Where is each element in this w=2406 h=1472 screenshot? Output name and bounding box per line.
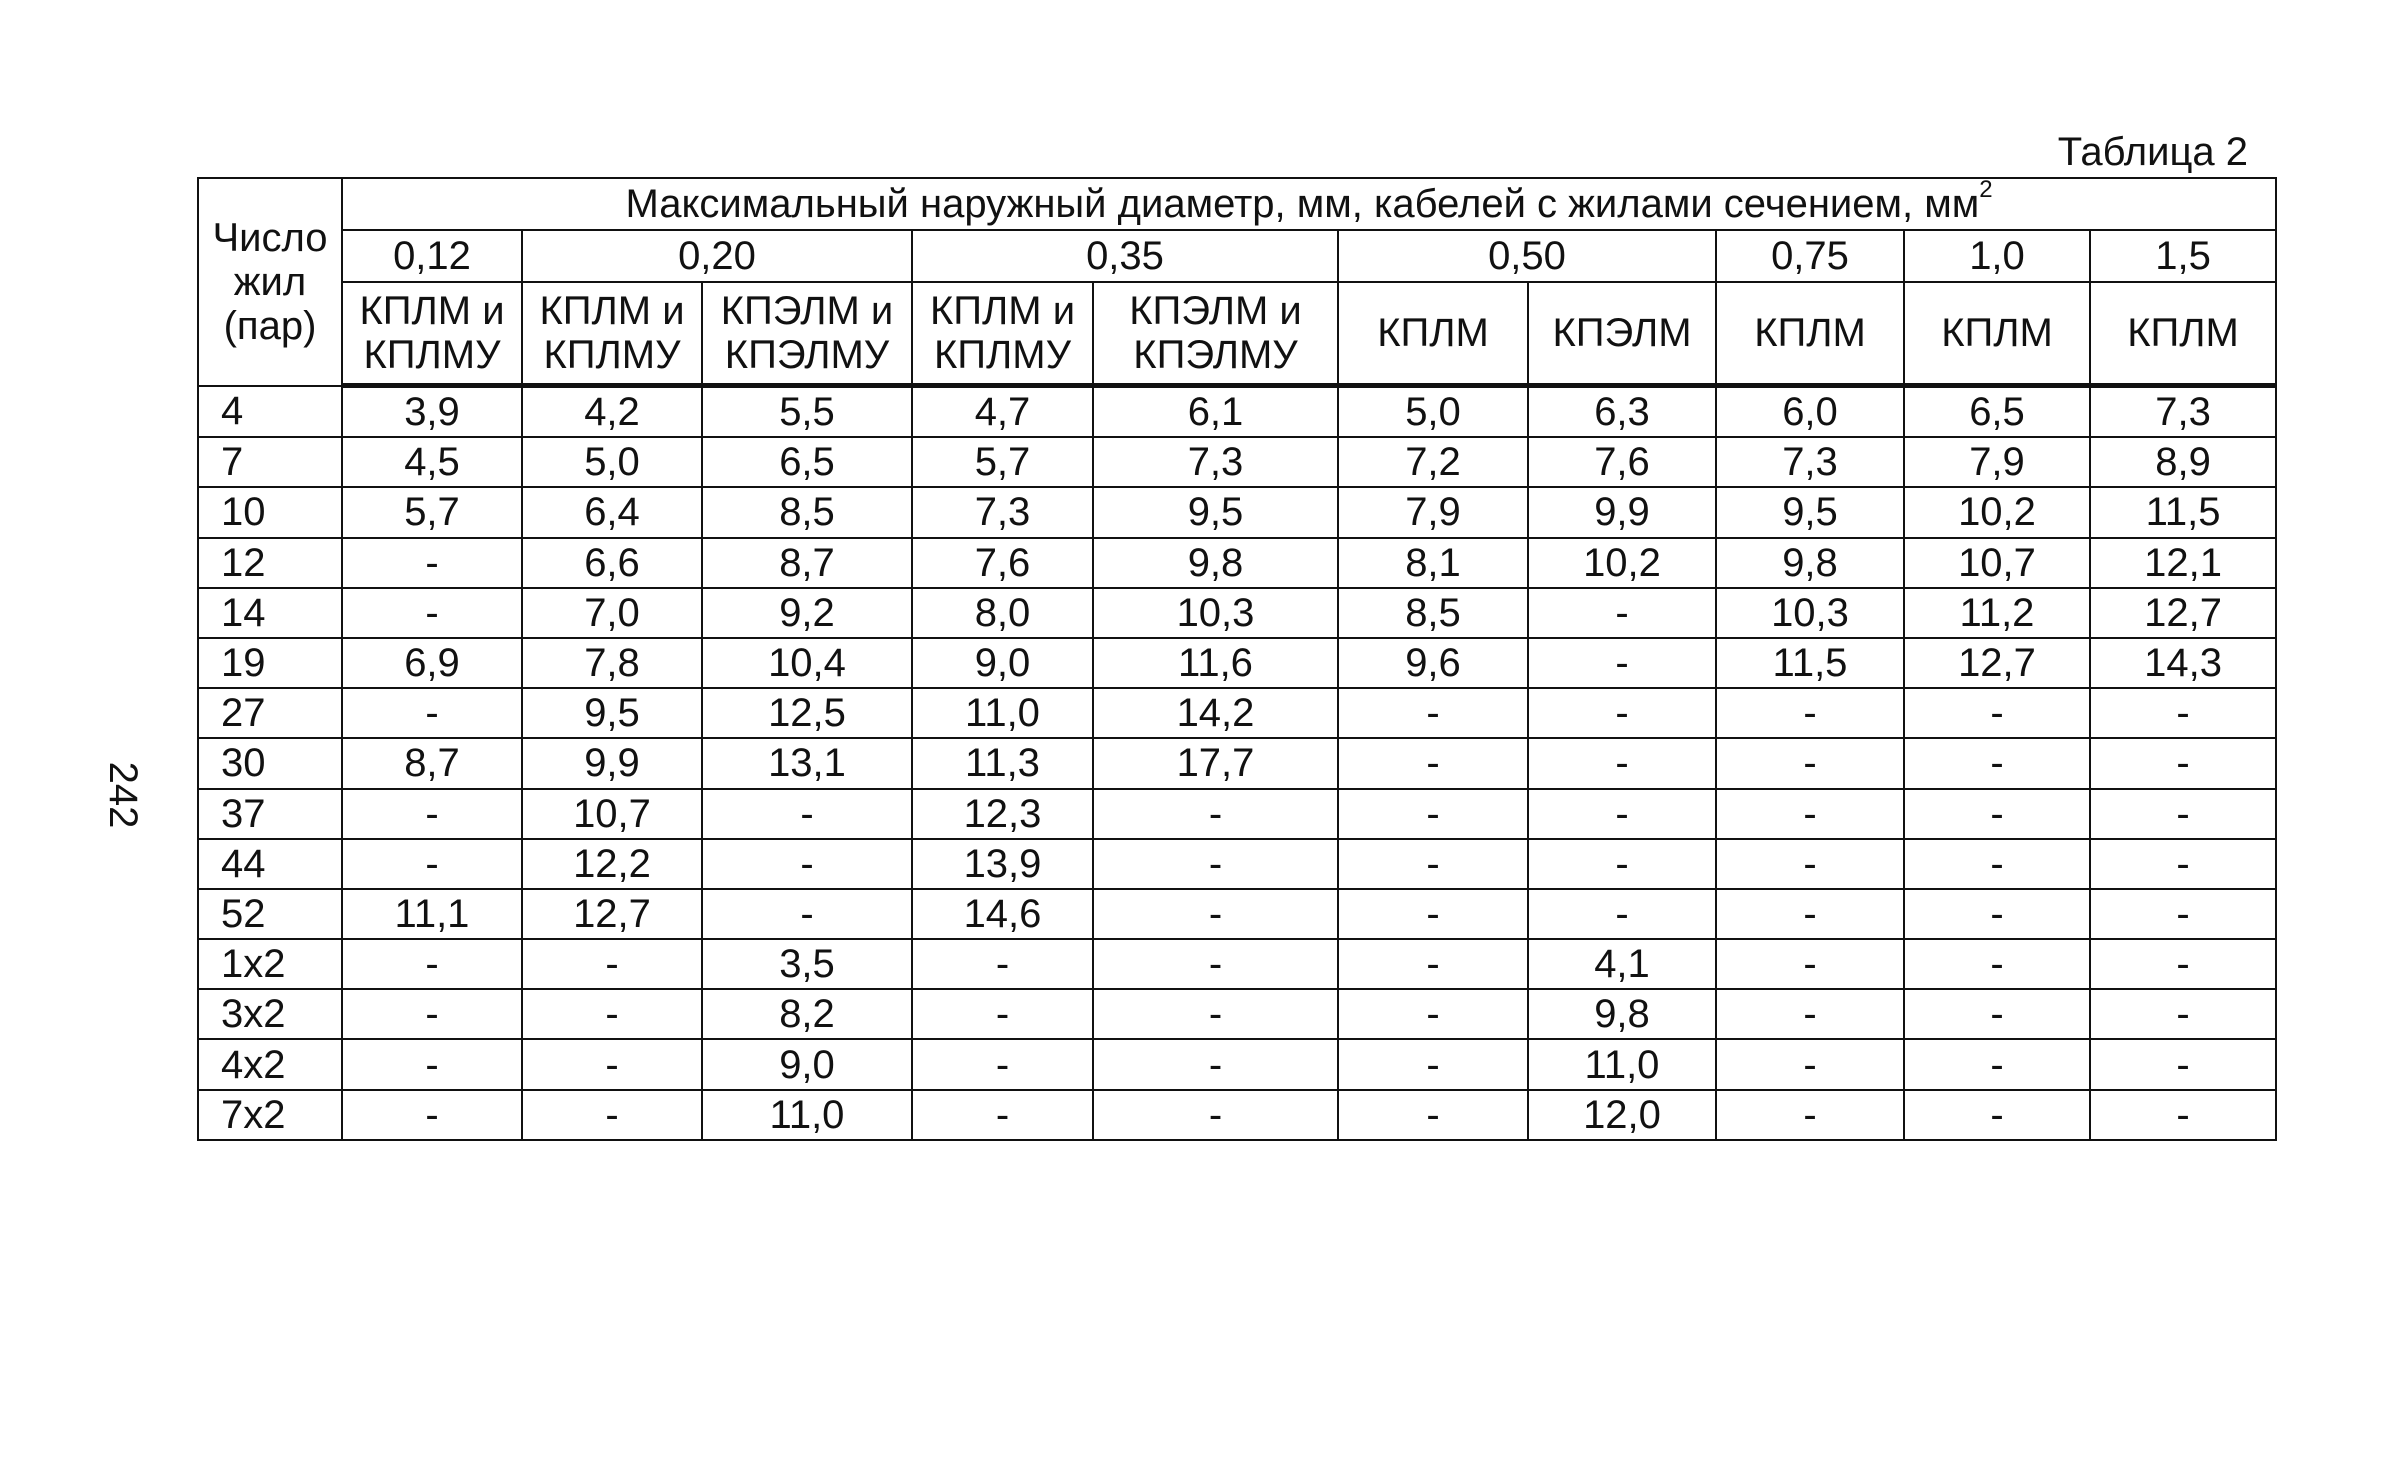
table-body	[198, 386, 2276, 1140]
table-cell: -	[1904, 939, 2090, 989]
table-cell: 17,7	[1093, 738, 1338, 788]
section-header-cell: 0,35	[912, 230, 1338, 282]
table-cell: -	[1528, 789, 1716, 839]
row-label-cell: 4x2	[198, 1039, 342, 1089]
table-cell: -	[1716, 1039, 1904, 1089]
table-cell: 9,8	[1528, 989, 1716, 1039]
table-cell: -	[2090, 688, 2276, 738]
table-cell: -	[1716, 1090, 1904, 1140]
table-cell: 9,0	[702, 1039, 912, 1089]
table-cell: 6,6	[522, 538, 702, 588]
table-cell: -	[1904, 839, 2090, 889]
cable-type-header-cell	[1904, 282, 2090, 386]
table-cell: 3,9	[342, 386, 522, 438]
table-cell: -	[1904, 889, 2090, 939]
row-label-cell: 52	[198, 889, 342, 939]
table-cell: 12,0	[1528, 1090, 1716, 1140]
table-row	[198, 588, 2276, 638]
row-label-cell: 27	[198, 688, 342, 738]
table-cell: -	[1904, 738, 2090, 788]
table-cell: -	[1338, 789, 1528, 839]
table-cell: 10,2	[1528, 538, 1716, 588]
table-cell: -	[1904, 1039, 2090, 1089]
row-label-cell: 14	[198, 588, 342, 638]
table-cell: -	[342, 538, 522, 588]
stub-header-cell	[198, 178, 342, 386]
table-cell: 14,2	[1093, 688, 1338, 738]
row-label-cell: 3x2	[198, 989, 342, 1039]
table-cell: -	[342, 688, 522, 738]
table-cell: 8,7	[702, 538, 912, 588]
table-cell: -	[912, 989, 1093, 1039]
table-cell: -	[1093, 1039, 1338, 1089]
table-cell: 12,7	[1904, 638, 2090, 688]
cable-type-header-cell	[1716, 282, 1904, 386]
cable-type-header-cell	[1528, 282, 1716, 386]
section-header-cell: 0,12	[342, 230, 522, 282]
table-cell: 10,4	[702, 638, 912, 688]
table-cell: 7,3	[2090, 386, 2276, 438]
table-cell: -	[1093, 839, 1338, 889]
table-cell: -	[342, 989, 522, 1039]
table-cell: 9,8	[1093, 538, 1338, 588]
cable-type-header-cell	[912, 282, 1093, 386]
cable-type-label: КПЛМ и	[929, 289, 1076, 333]
table-cell: 11,2	[1904, 588, 2090, 638]
row-label-cell: 37	[198, 789, 342, 839]
table-cell: 10,3	[1716, 588, 1904, 638]
table-cell: 13,9	[912, 839, 1093, 889]
table-row	[198, 688, 2276, 738]
table-cell: 8,0	[912, 588, 1093, 638]
table-cell: 11,3	[912, 738, 1093, 788]
table-cell: -	[1528, 638, 1716, 688]
table-cell: 5,5	[702, 386, 912, 438]
table-cell: 9,2	[702, 588, 912, 638]
cable-type-label: КПЛМУ	[933, 333, 1072, 377]
table-cell: 7,0	[522, 588, 702, 638]
cable-type-header-cell	[702, 282, 912, 386]
cable-type-label: КПЛМ	[2127, 311, 2239, 355]
table-cell: 6,5	[702, 437, 912, 487]
cable-type-label: КПЛМ	[1377, 311, 1489, 355]
table-cell: 8,5	[702, 487, 912, 537]
row-label-cell: 30	[198, 738, 342, 788]
table-cell: 12,7	[522, 889, 702, 939]
section-header-cell: 0,50	[1338, 230, 1716, 282]
table-cell: 11,6	[1093, 638, 1338, 688]
table-cell: -	[1716, 789, 1904, 839]
row-label-cell: 12	[198, 538, 342, 588]
section-header-cell: 1,5	[2090, 230, 2276, 282]
table-cell: -	[1338, 688, 1528, 738]
cable-type-label: КПЭЛМ и	[720, 289, 894, 333]
table-row	[198, 437, 2276, 487]
cable-type-header-cell	[1093, 282, 1338, 386]
cable-type-header-cell	[522, 282, 702, 386]
table-row	[198, 989, 2276, 1039]
cable-type-label: КПЛМ	[1754, 311, 1866, 355]
table-cell: -	[1904, 688, 2090, 738]
cable-type-label: КПЭЛМУ	[724, 333, 890, 377]
table-header-row-cable-types	[198, 282, 2276, 386]
table-cell: 9,9	[522, 738, 702, 788]
cable-type-header-cell	[342, 282, 522, 386]
table-cell: 7,3	[1093, 437, 1338, 487]
table-cell: 12,1	[2090, 538, 2276, 588]
table-cell: -	[342, 588, 522, 638]
table-cell: 4,2	[522, 386, 702, 438]
table-row	[198, 487, 2276, 537]
table-cell: 12,7	[2090, 588, 2276, 638]
table-cell: 6,1	[1093, 386, 1338, 438]
table-cell: 10,7	[1904, 538, 2090, 588]
table-cell: -	[2090, 789, 2276, 839]
table-cell: -	[2090, 839, 2276, 889]
table-row	[198, 538, 2276, 588]
table-cell: 10,3	[1093, 588, 1338, 638]
table-cell: 5,7	[912, 437, 1093, 487]
table-header-row-sections	[198, 230, 2276, 282]
cable-type-label: КПЛМУ	[543, 333, 681, 377]
table-cell: 12,2	[522, 839, 702, 889]
table-cell: -	[702, 839, 912, 889]
page-number: 242	[101, 761, 145, 829]
table-cell: -	[522, 939, 702, 989]
row-label-cell: 44	[198, 839, 342, 889]
table-cell: 7,2	[1338, 437, 1528, 487]
table-cell: 3,5	[702, 939, 912, 989]
table-cell: -	[1904, 989, 2090, 1039]
table-cell: 11,5	[1716, 638, 1904, 688]
section-header-cell: 1,0	[1904, 230, 2090, 282]
cable-type-header-cell	[2090, 282, 2276, 386]
table-cell: -	[2090, 939, 2276, 989]
row-label-cell: 10	[198, 487, 342, 537]
table-cell: 4,7	[912, 386, 1093, 438]
table-cell: 7,8	[522, 638, 702, 688]
table-row	[198, 789, 2276, 839]
table-cell: -	[342, 839, 522, 889]
table-cell: -	[1528, 588, 1716, 638]
table-cell: -	[1904, 789, 2090, 839]
table-cell: 11,0	[702, 1090, 912, 1140]
table-cell: 6,0	[1716, 386, 1904, 438]
table-cell: -	[912, 1039, 1093, 1089]
cable-type-label: КПЭЛМ	[1552, 311, 1692, 355]
table-cell: -	[1528, 839, 1716, 889]
row-label-cell: 7	[198, 437, 342, 487]
table-cell: 11,0	[1528, 1039, 1716, 1089]
table-cell: -	[1338, 738, 1528, 788]
table-cell: -	[2090, 889, 2276, 939]
table-cell: 7,9	[1904, 437, 2090, 487]
table-cell: 7,6	[912, 538, 1093, 588]
table-cell: -	[1093, 989, 1338, 1039]
row-label-cell: 7x2	[198, 1090, 342, 1140]
table-cell: -	[1093, 1090, 1338, 1140]
row-label-cell: 1x2	[198, 939, 342, 989]
table-cell: 6,5	[1904, 386, 2090, 438]
table-cell: 5,7	[342, 487, 522, 537]
cable-diameter-table	[197, 177, 2277, 1141]
table-cell: 9,5	[1716, 487, 1904, 537]
table-cell: -	[2090, 1039, 2276, 1089]
table-cell: 6,4	[522, 487, 702, 537]
cable-type-label: КПЛМ и	[359, 289, 505, 333]
table-cell: 8,2	[702, 989, 912, 1039]
cable-type-label: КПЭЛМ и	[1129, 289, 1302, 333]
table-cell: 7,3	[912, 487, 1093, 537]
table-cell: -	[2090, 738, 2276, 788]
cable-type-label: КПЛМ и	[539, 289, 685, 333]
table-cell: 4,5	[342, 437, 522, 487]
table-cell: 10,2	[1904, 487, 2090, 537]
table-cell: -	[342, 939, 522, 989]
table-cell: 9,5	[522, 688, 702, 738]
table-cell: -	[1716, 989, 1904, 1039]
table-cell: 9,6	[1338, 638, 1528, 688]
table-row	[198, 1090, 2276, 1140]
table-cell: -	[1338, 1039, 1528, 1089]
table-cell: -	[1338, 1090, 1528, 1140]
table-cell: -	[1716, 939, 1904, 989]
cable-type-label: КПЛМ	[1941, 311, 2053, 355]
table-cell: 11,0	[912, 688, 1093, 738]
stub-header-line: (пар)	[223, 303, 317, 348]
table-row	[198, 638, 2276, 688]
table-cell: 7,3	[1716, 437, 1904, 487]
table-cell: 14,3	[2090, 638, 2276, 688]
stub-header-line: Число	[212, 215, 328, 260]
table-cell: 5,0	[522, 437, 702, 487]
table-cell: -	[1528, 738, 1716, 788]
table-cell: -	[2090, 989, 2276, 1039]
table-cell: 7,6	[1528, 437, 1716, 487]
table-cell: -	[342, 1039, 522, 1089]
table-cell: -	[1093, 939, 1338, 989]
table-caption: Таблица 2	[2057, 130, 2248, 174]
table-cell: 14,6	[912, 889, 1093, 939]
table-cell: 6,3	[1528, 386, 1716, 438]
table-cell: 8,1	[1338, 538, 1528, 588]
table-cell: 10,7	[522, 789, 702, 839]
row-label-cell: 19	[198, 638, 342, 688]
table-cell: -	[522, 1039, 702, 1089]
table-row	[198, 738, 2276, 788]
table-cell: -	[1338, 889, 1528, 939]
table-row	[198, 889, 2276, 939]
table-cell: 9,5	[1093, 487, 1338, 537]
table-cell: 8,9	[2090, 437, 2276, 487]
table-cell: -	[522, 989, 702, 1039]
table-cell: -	[1716, 889, 1904, 939]
table-cell: 8,7	[342, 738, 522, 788]
table-cell: 13,1	[702, 738, 912, 788]
table-cell: -	[702, 789, 912, 839]
table-cell: -	[702, 889, 912, 939]
table-cell: 11,1	[342, 889, 522, 939]
table-cell: -	[2090, 1090, 2276, 1140]
table-cell: -	[342, 1090, 522, 1140]
unit-superscript: 2	[1979, 178, 1993, 203]
table-cell: 9,9	[1528, 487, 1716, 537]
section-header-cell: 0,75	[1716, 230, 1904, 282]
table-cell: -	[1716, 738, 1904, 788]
table-cell: -	[522, 1090, 702, 1140]
table-cell: -	[1093, 889, 1338, 939]
cable-type-label: КПЭЛМУ	[1133, 333, 1298, 377]
table-cell: -	[912, 1090, 1093, 1140]
stub-header-line: жил	[233, 259, 307, 304]
table-cell: 6,9	[342, 638, 522, 688]
table-header-row-main	[198, 178, 2276, 230]
table-cell: 7,9	[1338, 487, 1528, 537]
row-label-cell: 4	[198, 386, 342, 438]
cable-type-header-cell	[1338, 282, 1528, 386]
table-row	[198, 839, 2276, 889]
table-cell: -	[342, 789, 522, 839]
table-cell: 12,5	[702, 688, 912, 738]
table-cell: 9,8	[1716, 538, 1904, 588]
table-cell: -	[1528, 688, 1716, 738]
section-header-cell: 0,20	[522, 230, 912, 282]
table-row	[198, 939, 2276, 989]
table-cell: 5,0	[1338, 386, 1528, 438]
table-cell: -	[1093, 789, 1338, 839]
table-cell: 4,1	[1528, 939, 1716, 989]
table-cell: -	[1716, 688, 1904, 738]
table-cell: -	[1528, 889, 1716, 939]
table-cell: -	[1716, 839, 1904, 889]
main-header-text: Максимальный наружный диаметр, мм, кабелей с жилами сечением, мм	[625, 182, 1980, 226]
table-cell: -	[1904, 1090, 2090, 1140]
table-cell: 11,5	[2090, 487, 2276, 537]
table-cell: -	[1338, 939, 1528, 989]
table-cell: 8,5	[1338, 588, 1528, 638]
table-cell: -	[1338, 839, 1528, 889]
table-row	[198, 386, 2276, 438]
main-header-cell	[342, 178, 2276, 230]
table-row	[198, 1039, 2276, 1089]
table-cell: 9,0	[912, 638, 1093, 688]
table-cell: 12,3	[912, 789, 1093, 839]
table-cell: -	[1338, 989, 1528, 1039]
cable-type-label: КПЛМУ	[363, 333, 501, 377]
table-cell: -	[912, 939, 1093, 989]
